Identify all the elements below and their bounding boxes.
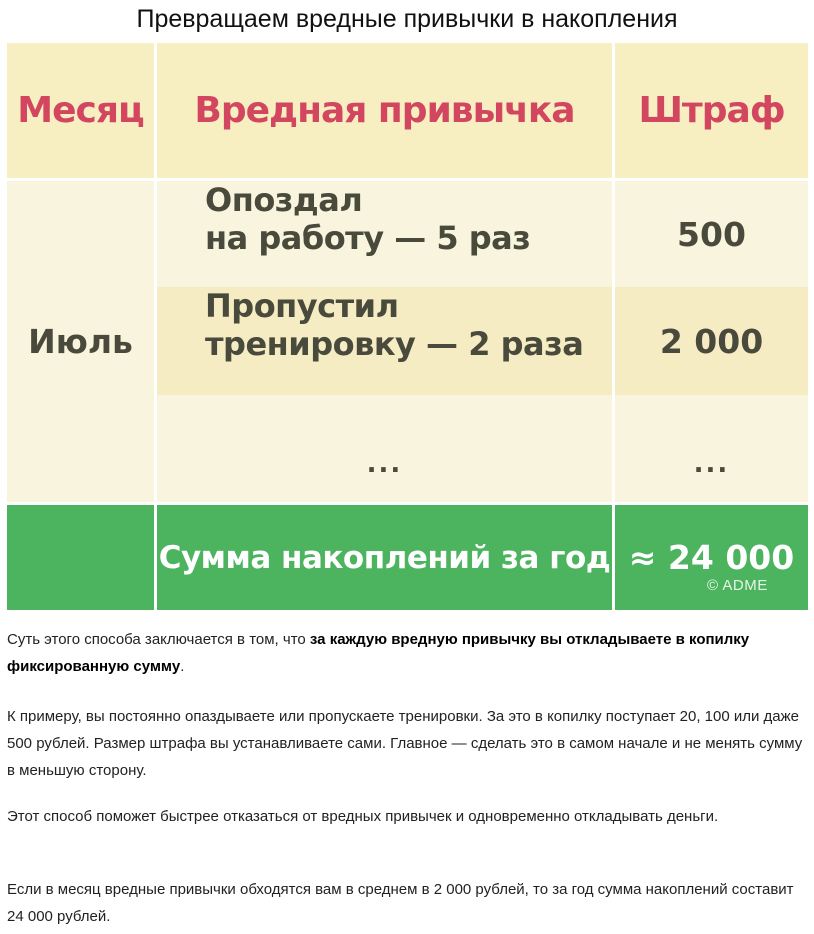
habit-2-line1: Пропустил [205,287,399,325]
paragraph-4: Если в месяц вредные привычки обходятся вам в среднем в 2 000 рублей, то за год сумма накоплений составит 24 000 рублей. [7,881,794,925]
paragraph-1-bold: за каждую вредную привычку вы откладываете в копилку фиксированную сумму [7,631,750,675]
header-fine: Штраф [615,43,808,178]
habit-cell-1 [157,181,612,287]
watermark: © ADME [707,577,768,594]
total-empty-cell [7,505,154,610]
paragraph-1-end: . [180,658,185,675]
month-cell: Июль [7,181,154,502]
header-habit: Вредная привычка [157,43,612,178]
fine-cell-1: 500 [615,181,808,287]
fine-cell-3: ... [615,395,808,502]
fine-cell-2: 2 000 [615,287,808,395]
habit-cell-3: ... [157,395,612,502]
paragraph-3: Этот способ поможет быстрее отказаться от вредных привычек и одновременно откладывать деньги. [7,808,719,825]
total-value: ≈ 24 000 [615,505,808,610]
total-label: Сумма накоплений за год [157,505,612,610]
paragraph-2: К примеру, вы постоянно опаздываете или пропускаете тренировки. За это в копилку поступает 20, 100 или даже 500 рублей. Размер штрафа вы устанавливаете сами. Главное — сделать это в самом начале и не менять сумму в меньшую сторону. [7,708,803,779]
habit-1-line1: Опоздал [205,181,363,219]
habit-2-line2: тренировку — 2 раза [205,325,584,363]
paragraph-1 [7,626,807,680]
paragraph-1-start: Суть этого способа заключается в том, что [7,631,310,648]
header-month: Месяц [7,43,154,178]
habit-cell-2 [157,287,612,395]
page-title: Превращаем вредные привычки в накопления [136,5,678,33]
habits-table [7,43,808,610]
habit-1-line2: на работу — 5 раз [205,219,531,257]
